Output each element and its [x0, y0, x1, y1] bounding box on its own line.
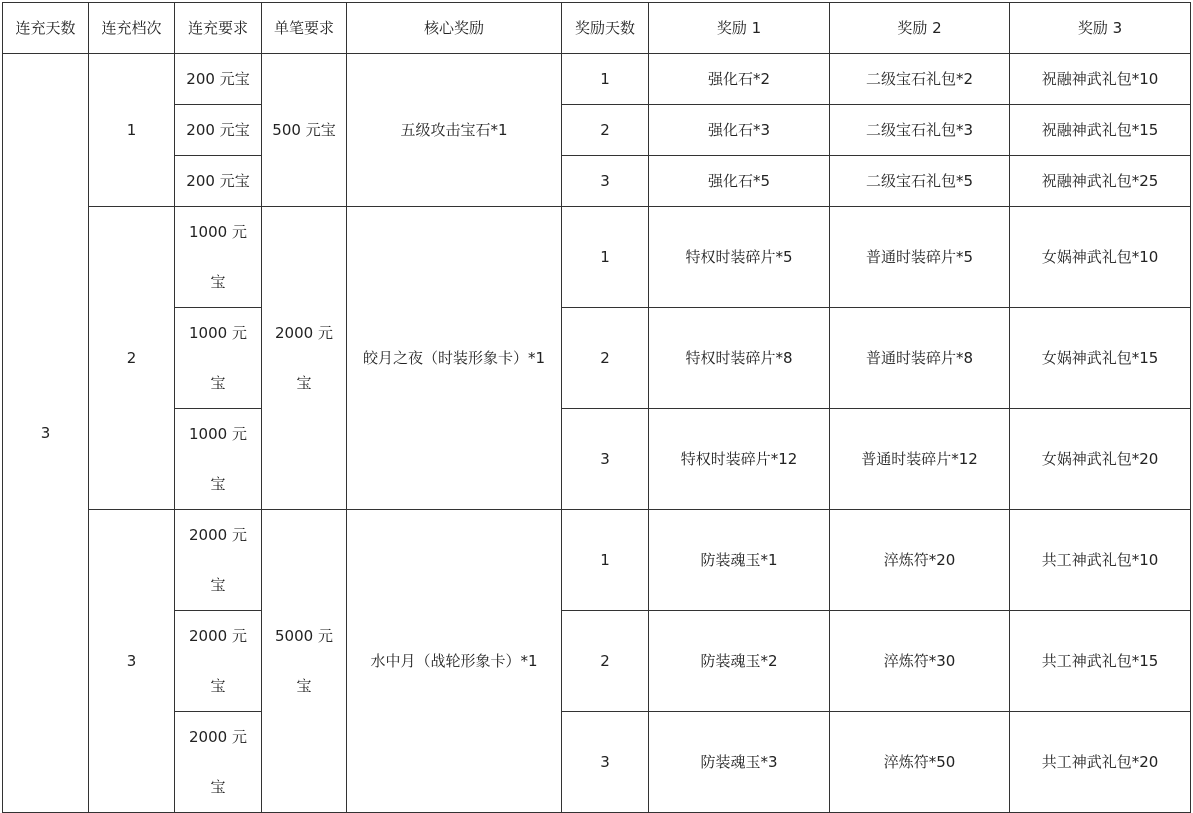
reward2-cell: 普通时装碎片*8 [830, 308, 1010, 409]
reward3-cell: 女娲神武礼包*15 [1010, 308, 1191, 409]
tier-cell: 3 [89, 510, 175, 813]
reward1-cell: 强化石*5 [649, 156, 830, 207]
reward2-cell: 二级宝石礼包*5 [830, 156, 1010, 207]
requirement-line: 宝 [210, 374, 226, 392]
day-cell: 3 [562, 156, 649, 207]
reward3-cell: 祝融神武礼包*15 [1010, 105, 1191, 156]
requirement-line: 宝 [210, 778, 226, 796]
reward3-cell: 共工神武礼包*10 [1010, 510, 1191, 611]
requirement-cell [175, 308, 262, 409]
recharge-reward-table [2, 2, 1191, 813]
reward2-cell: 普通时装碎片*12 [830, 409, 1010, 510]
reward2-cell: 淬炼符*50 [830, 712, 1010, 813]
requirement-cell [175, 409, 262, 510]
tier-cell: 2 [89, 207, 175, 510]
reward2-cell: 二级宝石礼包*3 [830, 105, 1010, 156]
header-cell: 奖励 2 [830, 3, 1010, 54]
header-cell: 连充档次 [89, 3, 175, 54]
single-requirement-line: 宝 [296, 374, 312, 392]
single-requirement-cell [262, 207, 347, 510]
header-cell: 连充要求 [175, 3, 262, 54]
header-cell: 核心奖励 [347, 3, 562, 54]
reward1-cell: 特权时装碎片*8 [649, 308, 830, 409]
single-requirement-line: 5000 元 [275, 627, 333, 645]
header-cell: 连充天数 [3, 3, 89, 54]
reward2-cell: 普通时装碎片*5 [830, 207, 1010, 308]
reward3-cell: 女娲神武礼包*10 [1010, 207, 1191, 308]
single-requirement-line: 宝 [296, 677, 312, 695]
reward1-cell: 防装魂玉*1 [649, 510, 830, 611]
requirement-cell: 200 元宝 [175, 105, 262, 156]
requirement-cell [175, 207, 262, 308]
table-row [3, 207, 1191, 308]
requirement-line: 宝 [210, 677, 226, 695]
requirement-cell [175, 611, 262, 712]
reward3-cell: 祝融神武礼包*10 [1010, 54, 1191, 105]
table-row [3, 308, 1191, 409]
header-cell: 单笔要求 [262, 3, 347, 54]
requirement-line: 宝 [210, 273, 226, 291]
day-cell: 1 [562, 510, 649, 611]
reward3-cell: 祝融神武礼包*25 [1010, 156, 1191, 207]
single-requirement-line: 2000 元 [275, 324, 333, 342]
core-reward-cell: 水中月（战轮形象卡）*1 [347, 510, 562, 813]
requirement-line: 2000 元 [189, 627, 247, 645]
table-row [3, 409, 1191, 510]
requirement-line: 1000 元 [189, 223, 247, 241]
requirement-cell: 200 元宝 [175, 54, 262, 105]
requirement-line: 1000 元 [189, 425, 247, 443]
day-cell: 1 [562, 207, 649, 308]
consecutive-days-cell: 3 [3, 54, 89, 813]
requirement-cell [175, 712, 262, 813]
reward3-cell: 女娲神武礼包*20 [1010, 409, 1191, 510]
header-cell: 奖励 3 [1010, 3, 1191, 54]
day-cell: 1 [562, 54, 649, 105]
header-cell: 奖励 1 [649, 3, 830, 54]
day-cell: 2 [562, 308, 649, 409]
core-reward-cell: 皎月之夜（时装形象卡）*1 [347, 207, 562, 510]
tier-cell: 1 [89, 54, 175, 207]
reward2-cell: 淬炼符*30 [830, 611, 1010, 712]
day-cell: 3 [562, 409, 649, 510]
day-cell: 3 [562, 712, 649, 813]
single-requirement-cell [262, 510, 347, 813]
table-row [3, 712, 1191, 813]
reward1-cell: 强化石*2 [649, 54, 830, 105]
reward1-cell: 强化石*3 [649, 105, 830, 156]
reward1-cell: 防装魂玉*2 [649, 611, 830, 712]
reward1-cell: 防装魂玉*3 [649, 712, 830, 813]
reward3-cell: 共工神武礼包*15 [1010, 611, 1191, 712]
reward2-cell: 淬炼符*20 [830, 510, 1010, 611]
table-row [3, 156, 1191, 207]
requirement-cell [175, 510, 262, 611]
requirement-line: 2000 元 [189, 526, 247, 544]
reward3-cell: 共工神武礼包*20 [1010, 712, 1191, 813]
core-reward-cell: 五级攻击宝石*1 [347, 54, 562, 207]
requirement-line: 1000 元 [189, 324, 247, 342]
table-row [3, 105, 1191, 156]
day-cell: 2 [562, 611, 649, 712]
day-cell: 2 [562, 105, 649, 156]
table-row [3, 510, 1191, 611]
requirement-line: 2000 元 [189, 728, 247, 746]
table-row [3, 611, 1191, 712]
reward1-cell: 特权时装碎片*12 [649, 409, 830, 510]
header-cell: 奖励天数 [562, 3, 649, 54]
reward2-cell: 二级宝石礼包*2 [830, 54, 1010, 105]
requirement-cell: 200 元宝 [175, 156, 262, 207]
table-header-row [3, 3, 1191, 54]
requirement-line: 宝 [210, 576, 226, 594]
reward1-cell: 特权时装碎片*5 [649, 207, 830, 308]
requirement-line: 宝 [210, 475, 226, 493]
single-requirement-cell: 500 元宝 [262, 54, 347, 207]
table-row [3, 54, 1191, 105]
